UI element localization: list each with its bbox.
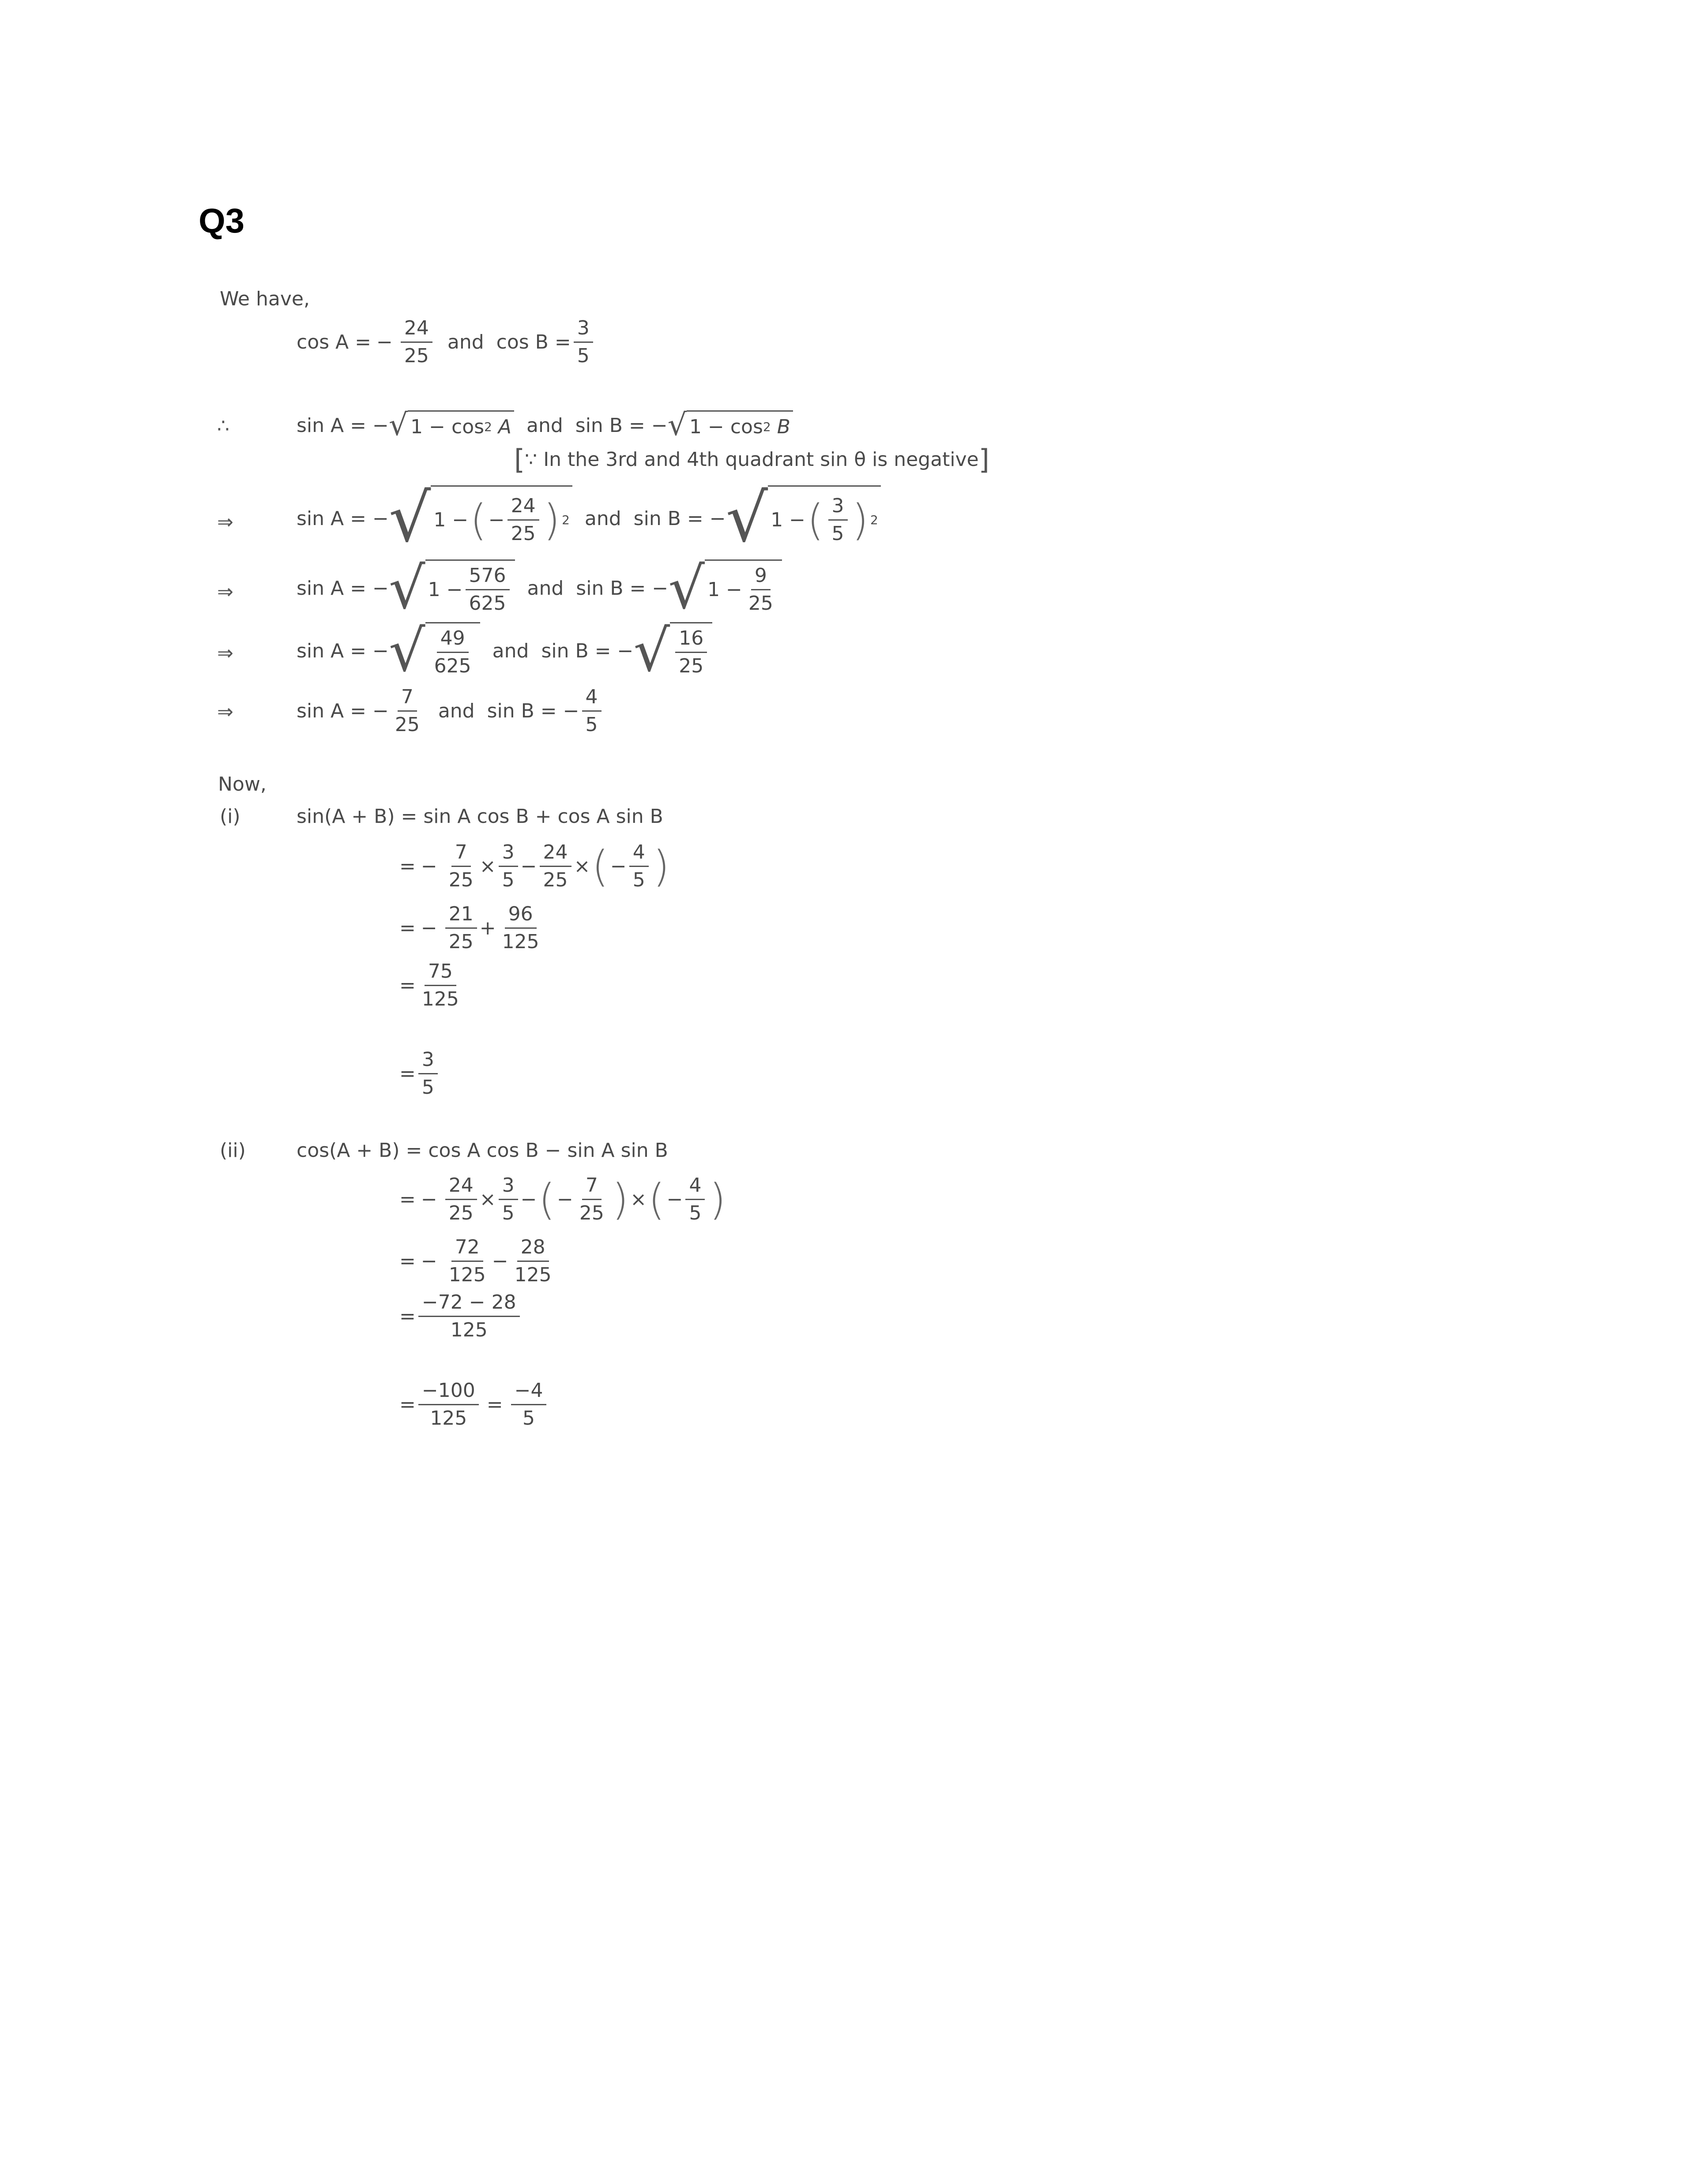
minus-sign: − [666, 1188, 683, 1211]
and-word: and [438, 700, 475, 722]
part-i-result [399, 1050, 440, 1097]
step5-line [297, 687, 604, 735]
part-ii-result [399, 1381, 549, 1428]
fraction [576, 1176, 608, 1223]
sinB-expr: sin B = − [487, 700, 579, 722]
denominator: 125 [421, 988, 459, 1010]
numerator: 21 [445, 904, 477, 929]
sqrt [726, 480, 881, 557]
denominator: 625 [434, 655, 471, 677]
numerator: 24 [401, 319, 432, 343]
fraction [401, 319, 432, 366]
sqrt [668, 555, 782, 622]
fraction [511, 1238, 555, 1285]
part-i-row2 [399, 904, 545, 952]
numerator: 72 [451, 1238, 483, 1262]
quadrant-note [514, 443, 989, 476]
fraction [511, 1381, 547, 1428]
sinA-expr: sin A = − [297, 577, 389, 600]
open-bracket: [ [514, 443, 525, 476]
step2-line [297, 480, 881, 557]
radicand [425, 622, 480, 679]
numerator: 9 [751, 566, 771, 590]
fraction [745, 566, 777, 613]
denominator: 125 [450, 1319, 488, 1341]
implies-symbol: ⇒ [217, 642, 233, 664]
and-word: and [584, 507, 621, 530]
fraction [431, 629, 475, 676]
radicand [670, 622, 712, 679]
equals-sign: = [399, 1250, 416, 1272]
fraction [445, 1238, 489, 1285]
sinA-expr: sin A = − [297, 507, 389, 530]
minus-sign: − [492, 1250, 508, 1272]
because-symbol: ∵ [525, 448, 538, 471]
part-ii-lhs: cos(A + B) = cos A cos B − sin A sin B [297, 1139, 668, 1162]
given-line [297, 319, 596, 366]
sinA-expr: sin A = − [297, 639, 389, 662]
denominator: 25 [404, 345, 429, 367]
exponent: 2 [763, 420, 771, 434]
paren: ) [612, 1175, 629, 1224]
minus-sign: − [421, 1188, 437, 1211]
radicand: 1 − $\frac{9}{25}$ [705, 559, 782, 617]
numerator: 7 [582, 1176, 602, 1200]
radical-sign: √ [667, 408, 687, 443]
denominator: 5 [421, 1076, 434, 1099]
denominator: 5 [502, 1202, 515, 1224]
minus-sign: − [520, 855, 537, 878]
paren: ) [543, 495, 560, 545]
fraction [685, 1176, 705, 1223]
denominator: 25 [511, 522, 536, 545]
numerator: −100 [418, 1381, 479, 1405]
fraction [828, 496, 848, 544]
numerator: 4 [685, 1176, 705, 1200]
fraction [391, 687, 423, 735]
denominator: 5 [585, 713, 598, 736]
denominator: 125 [430, 1407, 467, 1430]
part-i-lhs: sin(A + B) = sin A cos B + cos A sin B [297, 805, 663, 828]
radicand: 1 − $\frac{576}{625}$ [425, 559, 515, 617]
implies-symbol: ⇒ [217, 511, 233, 533]
numerator: 4 [582, 687, 602, 712]
equals-sign: = [399, 1062, 416, 1085]
denominator: 125 [448, 1264, 486, 1286]
part-ii-row1 [399, 1176, 728, 1223]
times-sign: × [479, 1188, 496, 1211]
minus-sign: − [421, 855, 437, 878]
cos-text: 1 − cos [410, 416, 485, 438]
sqrt [633, 617, 712, 684]
implies-symbol: ⇒ [217, 701, 233, 723]
fraction [508, 496, 539, 544]
step1-line [297, 408, 793, 443]
sinB-expr: sin B = − [541, 639, 634, 662]
fraction [466, 566, 510, 613]
radical-sign: √ [388, 408, 408, 443]
step3-line [297, 555, 782, 622]
denominator: 625 [469, 592, 506, 615]
fraction [445, 1176, 477, 1223]
and-word: and [492, 639, 529, 662]
paren: ( [648, 1175, 665, 1224]
radicand: 1 − ( − $\frac{24}{25}$ ) 2 [431, 485, 572, 552]
denominator: 125 [502, 931, 539, 953]
denominator: 5 [689, 1202, 702, 1224]
radical-sign: √ [388, 480, 431, 557]
minus-sign: − [520, 1188, 537, 1211]
part-i-label: (i) [220, 805, 241, 828]
fraction [675, 629, 707, 676]
fraction [418, 962, 462, 1009]
part-ii-row3 [399, 1293, 523, 1340]
numerator: 28 [517, 1238, 549, 1262]
paren: ( [807, 495, 824, 545]
sqrt [667, 408, 793, 443]
cosB-label: cos B = [496, 331, 571, 353]
numerator: 24 [508, 496, 539, 521]
minus-sign: − [610, 855, 627, 878]
question-title: Q3 [199, 201, 245, 240]
sqrt [388, 617, 480, 684]
numerator: 24 [445, 1176, 477, 1200]
denominator: 5 [577, 345, 590, 367]
var-B: B [777, 416, 790, 438]
paren: ) [653, 841, 670, 891]
part-i-row3 [399, 962, 465, 1009]
numerator: 3 [574, 319, 593, 343]
fraction [445, 843, 477, 890]
implies-symbol: ⇒ [217, 581, 233, 603]
fraction [574, 319, 593, 366]
numerator: 3 [499, 843, 518, 867]
fraction [499, 1176, 518, 1223]
part-ii-row2 [399, 1238, 558, 1285]
denominator: 5 [831, 522, 844, 545]
minus-sign: − [488, 509, 505, 531]
denominator: 25 [448, 869, 474, 891]
step4-line [297, 617, 712, 684]
fraction [445, 904, 477, 952]
minus-sign: − [421, 917, 437, 939]
times-sign: × [630, 1188, 647, 1211]
numerator: 49 [437, 629, 469, 653]
note-text: In the 3rd and 4th quadrant sin θ is negative [543, 448, 979, 471]
numerator: −72 − 28 [418, 1293, 520, 1317]
radicand [687, 410, 793, 440]
exponent: 2 [484, 420, 492, 434]
therefore-symbol: ∴ [217, 415, 229, 437]
numerator: 576 [466, 566, 510, 590]
cosA-label: cos A = [297, 331, 371, 353]
sqrt [388, 555, 515, 622]
denominator: 5 [523, 1407, 535, 1430]
numerator: 16 [675, 629, 707, 653]
and-word: and [526, 414, 563, 437]
minus-sign: − [421, 1250, 437, 1272]
we-have-label: We have, [220, 288, 310, 310]
numerator: 4 [629, 843, 649, 867]
sinB-expr: sin B = − [576, 577, 669, 600]
numerator: 96 [505, 904, 537, 929]
paren: ( [470, 495, 487, 545]
sinA-expr: sin A = − [297, 700, 389, 722]
times-sign: × [479, 855, 496, 878]
equals-sign: = [399, 1188, 416, 1211]
numerator: 75 [425, 962, 456, 986]
fraction [499, 904, 543, 952]
and-word: and [447, 331, 484, 353]
denominator: 25 [448, 1202, 474, 1224]
now-label: Now, [218, 773, 267, 796]
minus-sign: − [376, 331, 393, 353]
denominator: 5 [632, 869, 645, 891]
denominator: 5 [502, 869, 515, 891]
denominator: 25 [679, 655, 704, 677]
denominator: 25 [448, 931, 474, 953]
exponent: 2 [562, 513, 570, 527]
numerator: 3 [418, 1050, 438, 1074]
denominator: 25 [748, 592, 773, 615]
numerator: −4 [511, 1381, 547, 1405]
minus-sign: − [556, 1188, 573, 1211]
radical-sign: √ [633, 617, 670, 684]
equals-sign: = [399, 917, 416, 939]
denominator: 25 [579, 1202, 604, 1224]
var-A: A [498, 416, 511, 438]
paren: ) [709, 1175, 726, 1224]
fraction [499, 843, 518, 890]
radical-sign: √ [726, 480, 768, 557]
numerator: 3 [499, 1176, 518, 1200]
sqrt [388, 408, 514, 443]
numerator: 7 [398, 687, 417, 712]
exponent: 2 [870, 513, 878, 527]
close-bracket: ] [978, 443, 989, 476]
fraction [582, 687, 602, 735]
paren: ( [592, 841, 609, 891]
fraction [418, 1381, 479, 1428]
plus-sign: + [479, 917, 496, 939]
numerator: 3 [828, 496, 848, 521]
sinA-expr: sin A = − [297, 414, 389, 437]
numerator: 7 [451, 843, 471, 867]
equals-sign: = [486, 1393, 503, 1416]
part-ii-label: (ii) [220, 1139, 246, 1162]
sinB-expr: sin B = − [633, 507, 726, 530]
denominator: 25 [395, 713, 420, 736]
radicand [408, 410, 514, 440]
denominator: 125 [514, 1264, 552, 1286]
equals-sign: = [399, 974, 416, 997]
fraction [629, 843, 649, 890]
equals-sign: = [399, 1305, 416, 1328]
paren: ( [538, 1175, 555, 1224]
sqrt [388, 480, 572, 557]
radical-sign: √ [668, 555, 705, 622]
denominator: 25 [543, 869, 568, 891]
part-i-row1 [399, 843, 671, 890]
fraction [540, 843, 571, 890]
sinB-expr: sin B = − [575, 414, 668, 437]
fraction [418, 1293, 520, 1340]
and-word: and [527, 577, 564, 600]
paren: ) [852, 495, 868, 545]
times-sign: × [574, 855, 590, 878]
numerator: 24 [540, 843, 571, 867]
radical-sign: √ [388, 617, 425, 684]
equals-sign: = [399, 855, 416, 878]
radicand: 1 − ( $\frac{3}{5}$ ) 2 [768, 485, 881, 552]
cos-text: 1 − cos [689, 416, 763, 438]
equals-sign: = [399, 1393, 416, 1416]
fraction [418, 1050, 438, 1097]
radical-sign: √ [388, 555, 425, 622]
